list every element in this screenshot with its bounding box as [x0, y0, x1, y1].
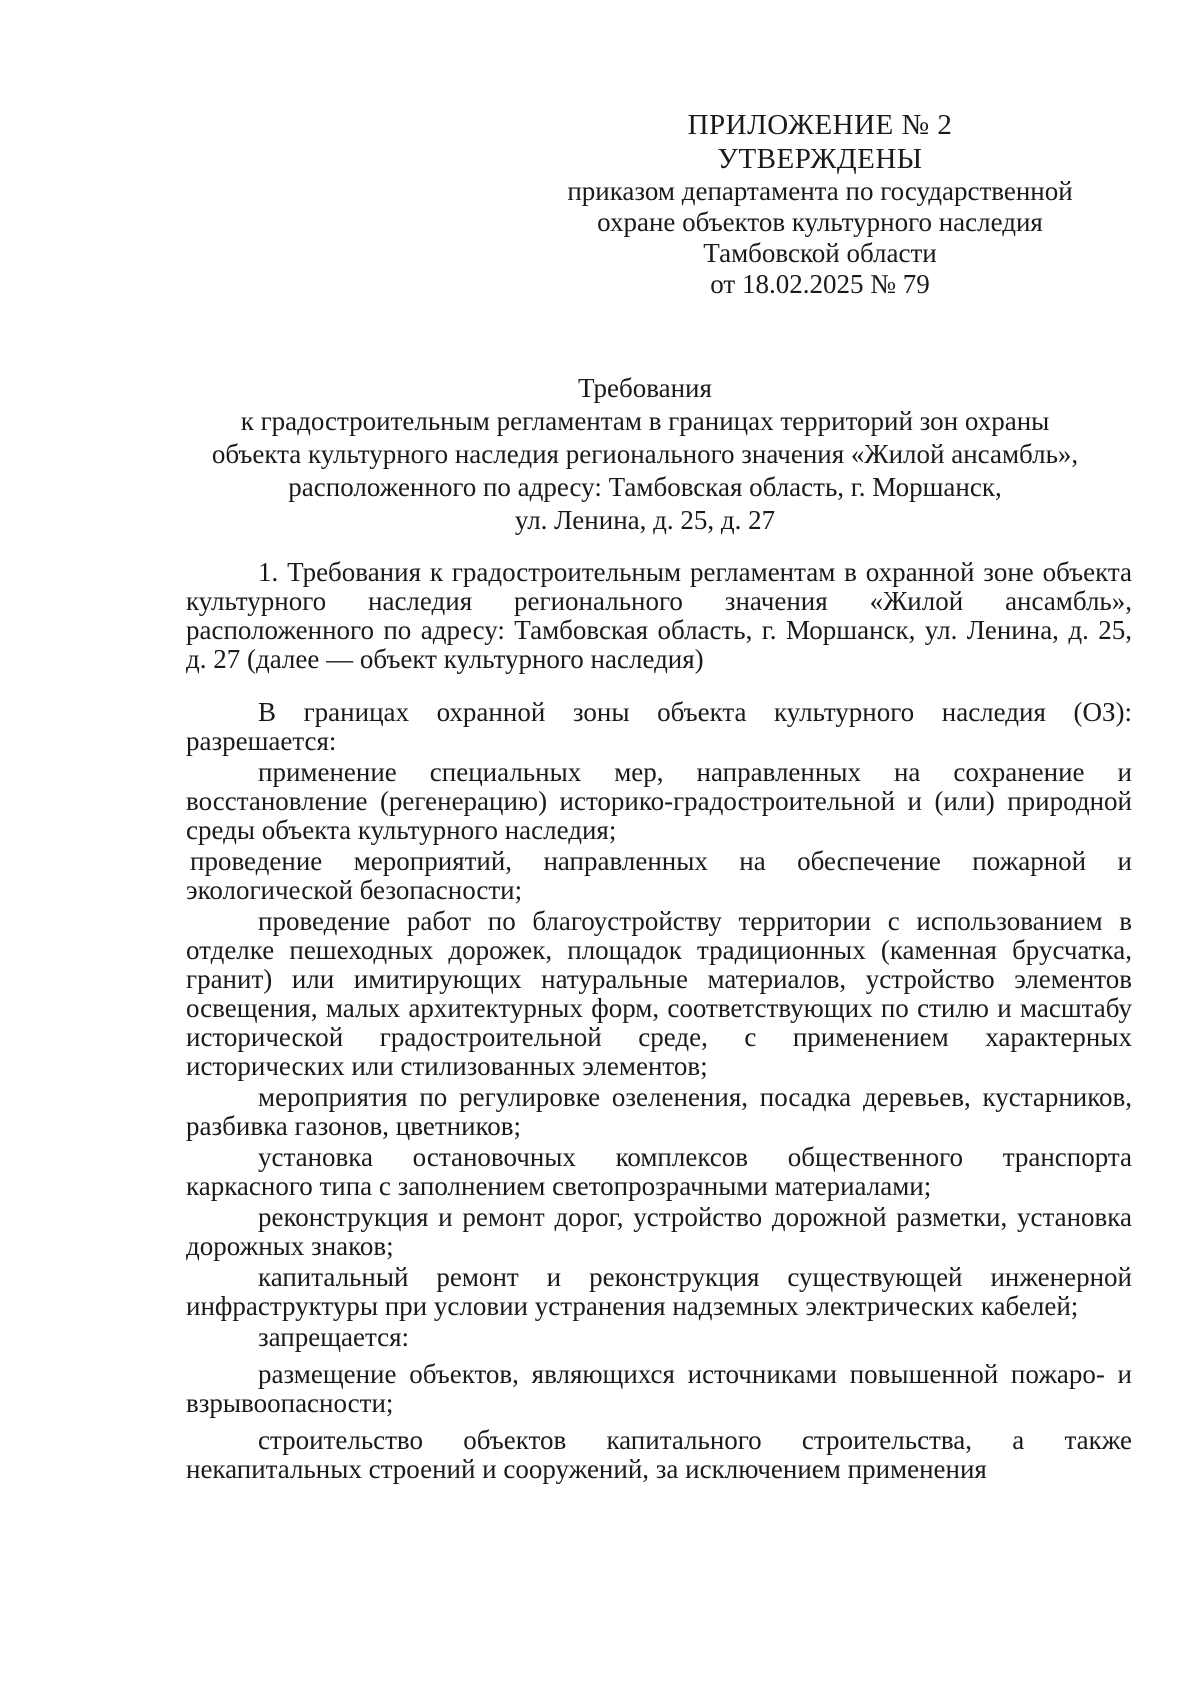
title-line: к градостроительным регламентам в границах территорий зон охраны: [240, 406, 1050, 436]
allowed-item: мероприятия по регулировке озеленения, посадка деревьев, кустарников, разбивка газонов, цветников;: [186, 1082, 1132, 1141]
document-title: [185, 372, 1105, 537]
allowed-item: применение специальных мер, направленных на сохранение и восстановление (регенерацию) историко-градостроительной и (или) природной среды объекта культурного наследия;: [186, 757, 1132, 845]
approval-block: [520, 108, 1120, 300]
approval-date: от 18.02.2025 № 79: [710, 269, 930, 299]
section-1-heading: 1. Требования к градостроительным регламентам в охранной зоне объекта культурного наследия регионального значения «Жилой ансамбль», расположенного по адресу: Тамбовская область, г. Моршанск, ул. Ленина, д. 25, д. 27 (далее — объект культурного наследия): [186, 557, 1132, 674]
forbidden-label: запрещается:: [258, 1322, 410, 1352]
allowed-item: реконструкция и ремонт дорог, устройство дорожной разметки, установка дорожных знаков;: [186, 1202, 1132, 1261]
allowed-item: установка остановочных комплексов общественного транспорта каркасного типа с заполнением светопрозрачными материалами;: [186, 1142, 1132, 1201]
approval-line: приказом департамента по государственной: [567, 176, 1073, 206]
allowed-item: проведение работ по благоустройству территории с использованием в отделке пешеходных дорожек, площадок традиционных (каменная брусчатка, гранит) или имитирующих натуральные материалов, устройство элементов освещения, малых архитектурных форм, соответствующих по стилю и масштабу исторической градостроительной среде, с применением характерных исторических или стилизованных элементов;: [186, 906, 1132, 1081]
title-line: объекта культурного наследия регионального значения «Жилой ансамбль»,: [211, 439, 1079, 469]
title-heading: Требования: [578, 373, 712, 403]
allowed-item: капитальный ремонт и реконструкция существующей инженерной инфраструктуры при условии устранения надземных электрических кабелей;: [186, 1262, 1132, 1321]
approval-line: Тамбовской области: [703, 238, 937, 268]
title-line: ул. Ленина, д. 25, д. 27: [514, 505, 776, 535]
approved-label: УТВЕРЖДЕНЫ: [717, 143, 923, 175]
zone-intro: В границах охранной зоны объекта культурного наследия (ОЗ): разрешается:: [186, 697, 1132, 756]
approval-line: охране объектов культурного наследия: [597, 207, 1043, 237]
document-body: [186, 558, 1132, 1486]
appendix-number: ПРИЛОЖЕНИЕ № 2: [687, 109, 953, 141]
forbidden-item: размещение объектов, являющихся источниками повышенной пожаро- и взрывоопасности;: [186, 1359, 1132, 1418]
allowed-item: проведение мероприятий, направленных на обеспечение пожарной и экологической безопасности;: [186, 846, 1132, 905]
forbidden-item: строительство объектов капитального строительства, а также некапитальных строений и сооружений, за исключением применения: [186, 1425, 1132, 1484]
title-line: расположенного по адресу: Тамбовская область, г. Моршанск,: [288, 472, 1002, 502]
